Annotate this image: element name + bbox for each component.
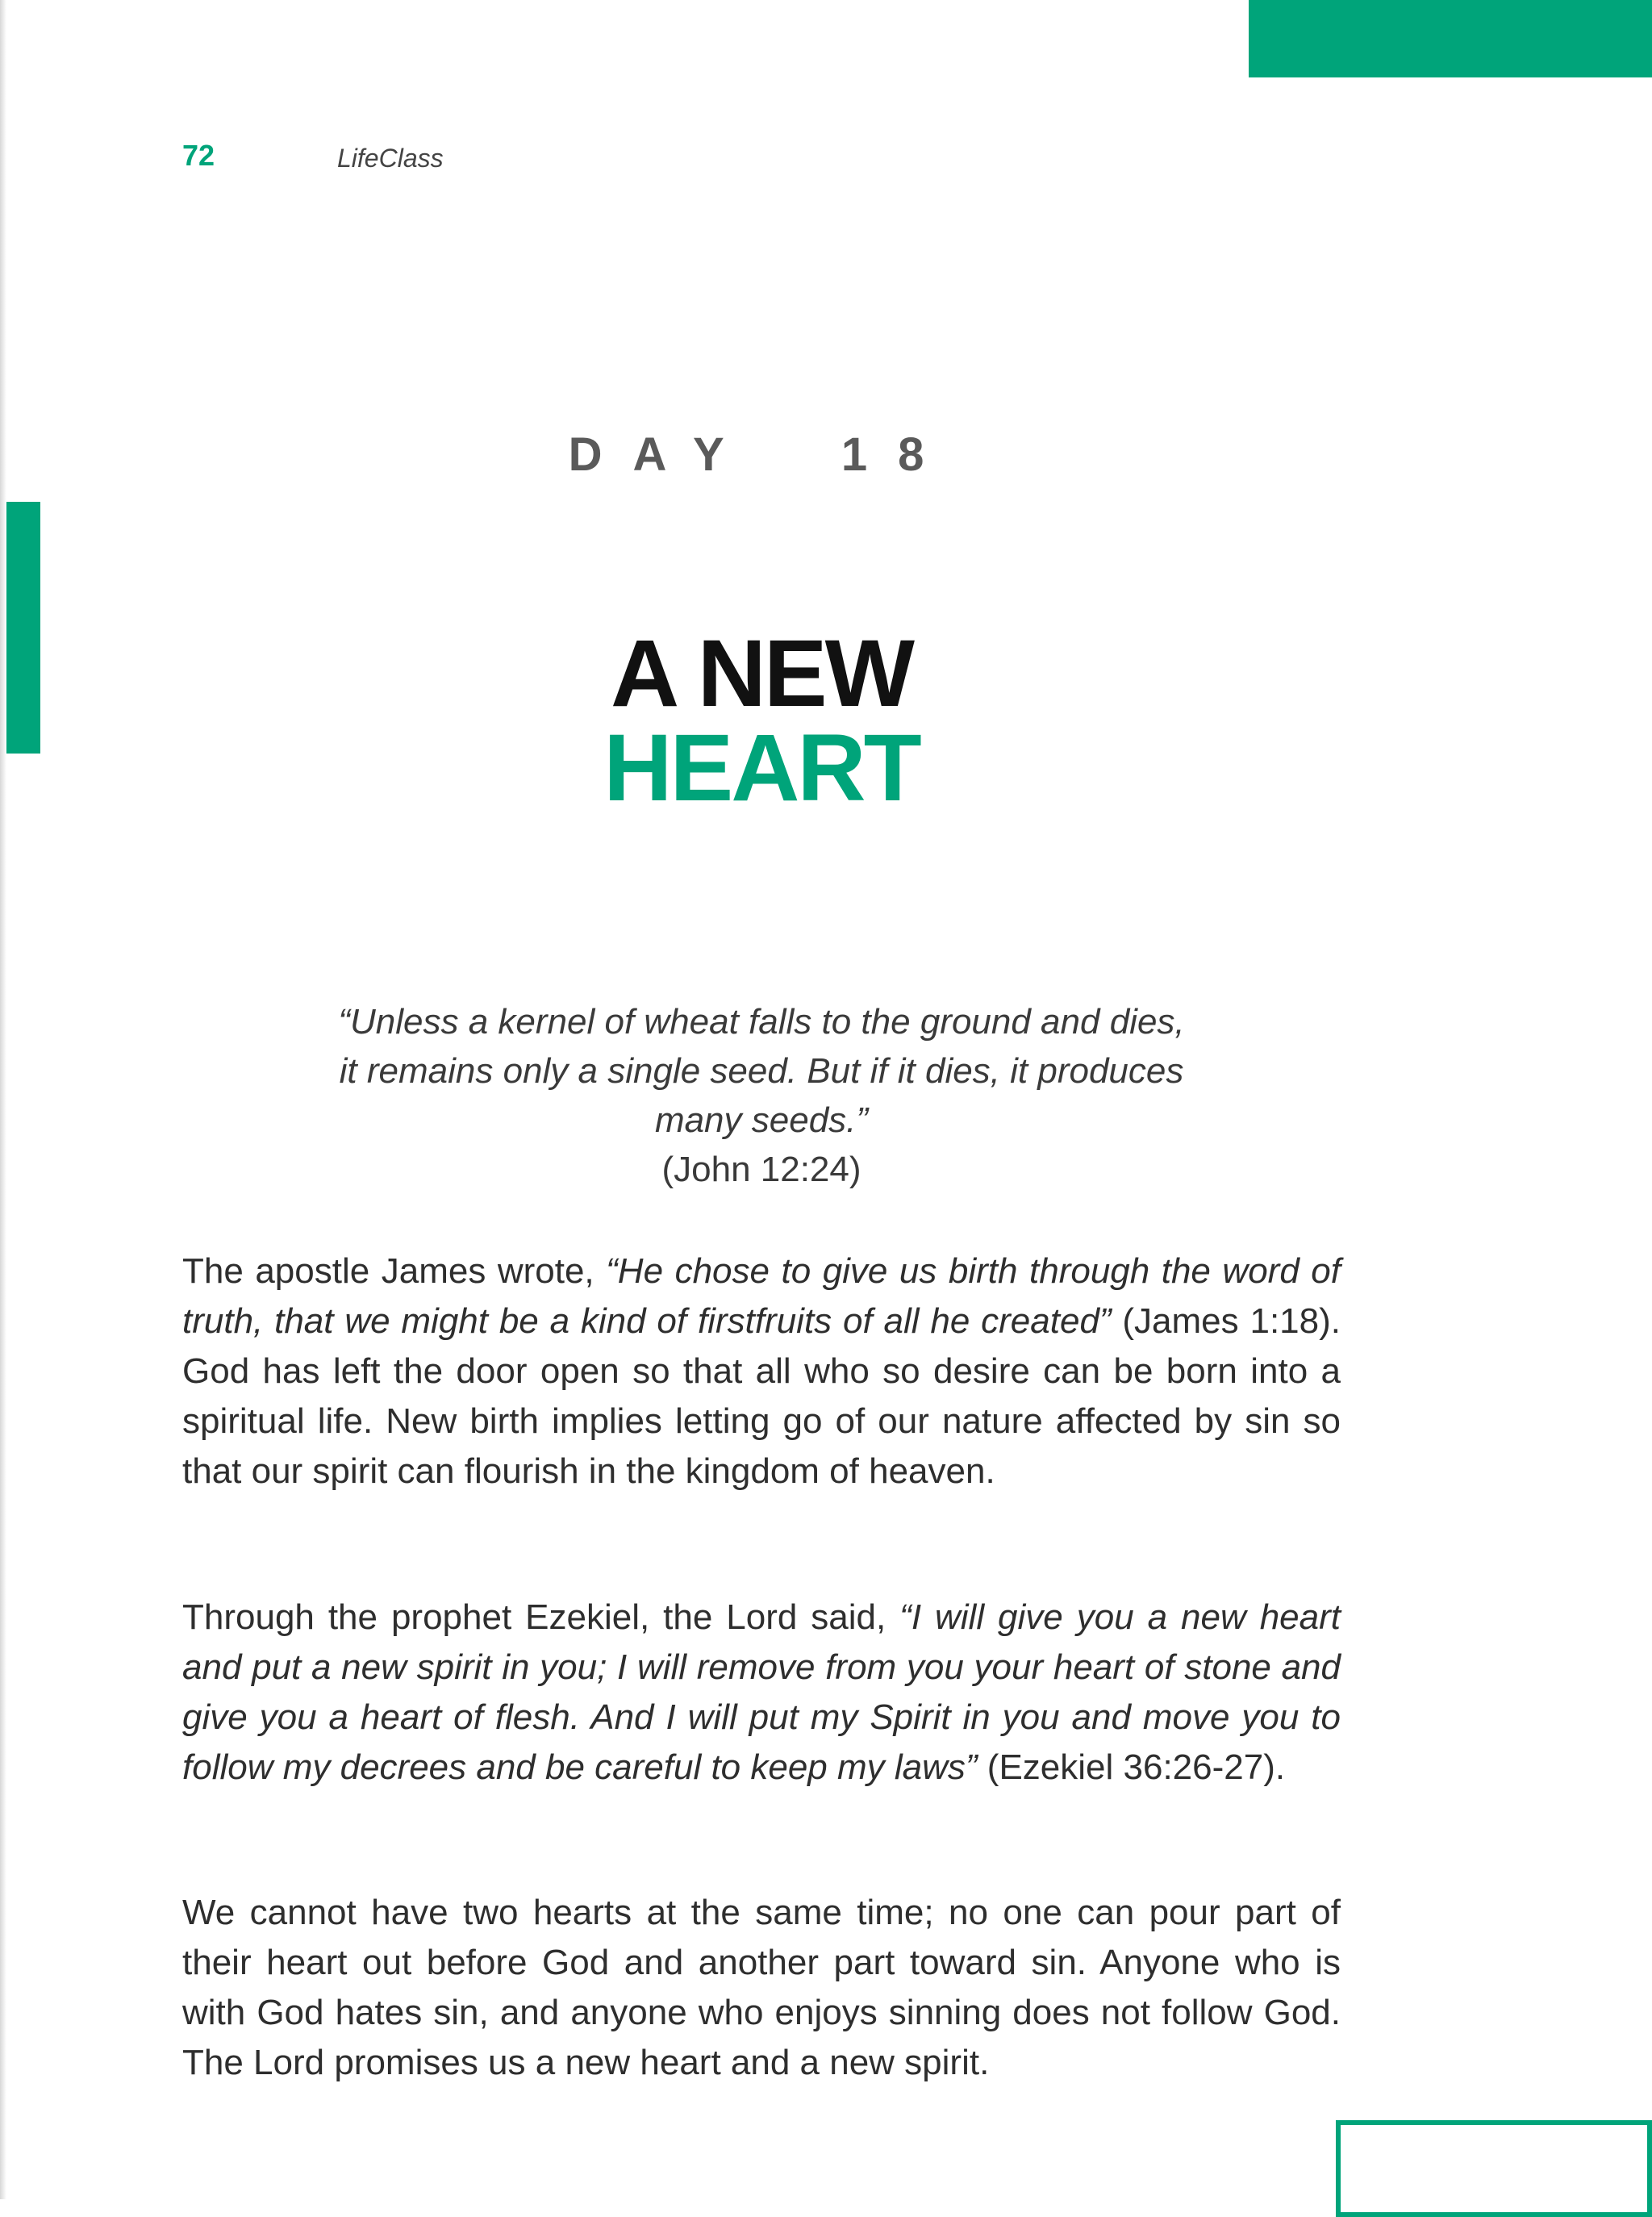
paragraph-tail: (Ezekiel 36:26-27). (977, 1747, 1286, 1787)
epigraph-line: many seeds.” (654, 1100, 869, 1140)
epigraph-line: “Unless a kernel of wheat falls to the ground and dies, (338, 1002, 1185, 1042)
running-header: LifeClass (337, 144, 444, 173)
body-paragraph-1 (182, 1246, 1341, 1497)
page-edge-shadow (0, 0, 6, 2199)
scripture-quote: “I will give you a new heart and put a new spirit in you; I will remove from you your heart of stone and give you a heart of flesh. And I will put my Spirit in you and move you to follow my decrees and be careful to keep my laws” (182, 1597, 1341, 1787)
paragraph-tail: (James 1:18). God has left the door open so that all who so desire can be born into a spiritual life. New birth implies letting go of our nature affected by sin so that our spirit can flourish in the kingdom of heaven. (182, 1301, 1341, 1491)
page-number: 72 (182, 139, 215, 172)
paragraph-lead: The apostle James wrote, (182, 1251, 607, 1291)
chapter-title-line1: A NEW (611, 620, 912, 727)
paragraph-lead: Through the prophet Ezekiel, the Lord said, (182, 1597, 900, 1637)
top-accent-bar (1249, 0, 1652, 77)
body-paragraph-2 (182, 1593, 1341, 1793)
scripture-quote: “He chose to give us birth through the word of truth, that we might be a kind of firstfruits of all he created” (182, 1251, 1341, 1341)
chapter-title-line2: HEART (603, 715, 920, 821)
bottom-accent-frame (1336, 2120, 1652, 2217)
day-label: DAY 18 (568, 428, 955, 481)
body-paragraph-3: We cannot have two hearts at the same time; no one can pour part of their heart out before God and another part toward sin. Anyone who is with God hates sin, and anyone who enjoys sinning does not follow God. The Lord promises us a new heart and a new spirit. (182, 1893, 1341, 2082)
epigraph-reference: (John 12:24) (661, 1150, 861, 1189)
epigraph-line: it remains only a single seed. But if it dies, it produces (339, 1051, 1184, 1091)
epigraph (242, 997, 1281, 1194)
